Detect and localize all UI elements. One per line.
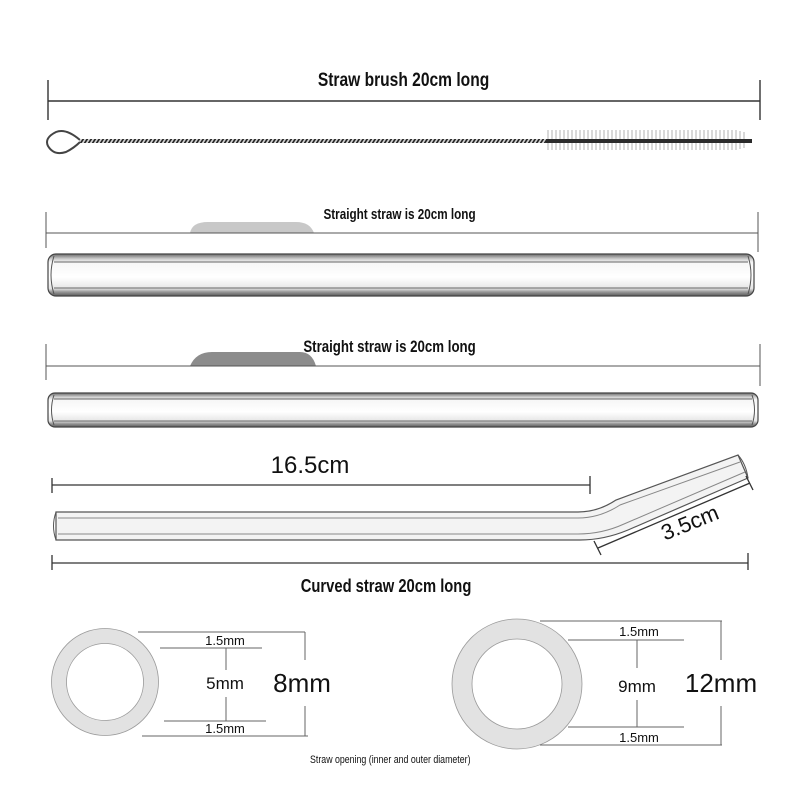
large-inner-diameter-label: 9mm [618,677,656,696]
curved-straw-total-dimension-line [52,553,748,570]
straight-straw-2-icon [48,393,758,427]
straw-brush-icon [47,130,752,153]
large-outer-diameter-label: 12mm [684,668,758,698]
small-inner-diameter-label: 5mm [206,674,244,693]
large-wall-top-label: 1.5mm [619,624,659,639]
straight-straw-1-icon [48,254,754,296]
curved-straw-total-label: Curved straw 20cm long [300,576,472,596]
cross-section-large-ring [452,619,582,749]
large-wall-bottom-label: 1.5mm [619,730,659,745]
cross-section-small-ring [52,629,159,736]
small-outer-diameter-label: 8mm [273,668,331,698]
brush-length-label: Straw brush 20cm long [318,70,490,91]
small-wall-top-label: 1.5mm [205,633,245,648]
straight-straw-2-length-label: Straight straw is 20cm long [303,337,477,356]
curved-straw-segment-label: 16.5cm [270,452,350,479]
cross-section-caption: Straw opening (inner and outer diameter) [309,754,471,766]
straight-straw-1-length-label: Straight straw is 20cm long [323,206,477,223]
curved-straw-bend-label: 3.5cm [657,499,723,546]
small-wall-bottom-label: 1.5mm [205,721,245,736]
